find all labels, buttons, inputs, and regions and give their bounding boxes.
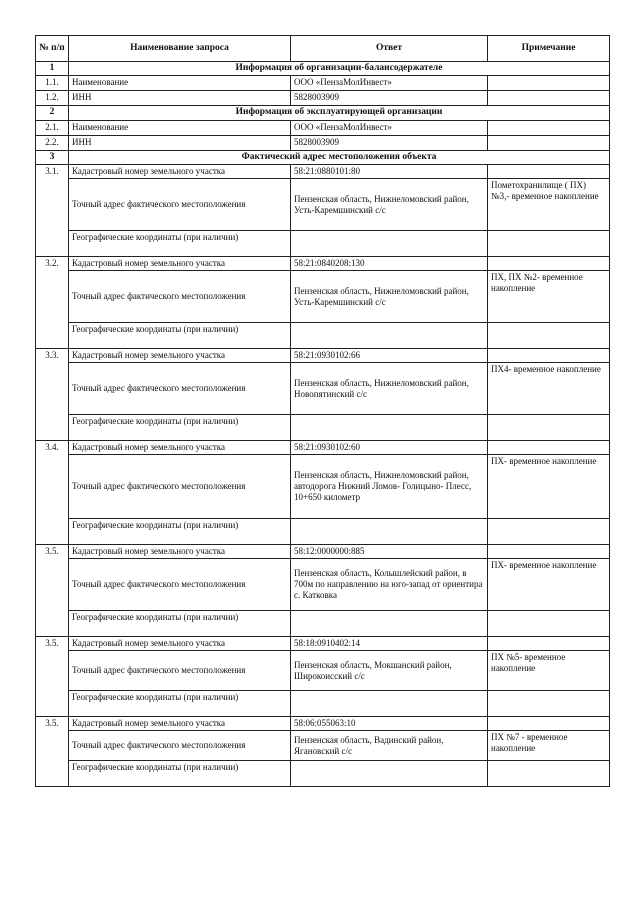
address-label: Точный адрес фактического местоположения <box>69 651 291 691</box>
object-num: 3.1. <box>36 165 69 257</box>
table-row <box>36 76 610 91</box>
coords-label: Географические координаты (при наличии) <box>69 761 291 787</box>
address-value: Пензенская область, Нижнеломовский район, Новопятинский с/с <box>291 363 488 415</box>
object-num: 3.3. <box>36 349 69 441</box>
cadastral-note <box>488 441 610 455</box>
section-num: 2 <box>36 106 69 120</box>
address-label: Точный адрес фактического местоположения <box>69 731 291 761</box>
address-value: Пензенская область, Нижнеломовский район, автодорога Нижний Ломов- Голицыно- Плесс, 10+650 километр <box>291 455 488 519</box>
coords-value <box>291 415 488 441</box>
header-query: Наименование запроса <box>69 36 291 62</box>
coords-value <box>291 519 488 545</box>
cadastral-note <box>488 545 610 559</box>
cadastral-label: Кадастровый номер земельного участка <box>69 637 291 651</box>
table-row <box>36 120 610 135</box>
coords-note <box>488 761 610 787</box>
address-value: Пензенская область, Мокшанский район, Широкоисский с/с <box>291 651 488 691</box>
cadastral-value: 58:21:0930102:60 <box>291 441 488 455</box>
data-table <box>35 35 610 787</box>
row-num: 2.1. <box>36 120 69 135</box>
header-num: № п/п <box>36 36 69 62</box>
object-note: ПХ, ПХ №2- временное накопление <box>488 271 610 323</box>
row-label: Наименование <box>69 120 291 135</box>
row-value: ООО «ПензаМолИнвест» <box>291 120 488 135</box>
object-num: 3.5. <box>36 717 69 787</box>
section-title: Фактический адрес местоположения объекта <box>69 150 610 164</box>
cadastral-value: 58:21:0840208:130 <box>291 257 488 271</box>
coords-value <box>291 691 488 717</box>
section-row <box>36 62 610 76</box>
object-address-row <box>36 363 610 415</box>
address-label: Точный адрес фактического местоположения <box>69 455 291 519</box>
object-note: ПХ №7 - временное накопление <box>488 731 610 761</box>
row-value: 5828003909 <box>291 135 488 150</box>
cadastral-value: 58:21:0930102:66 <box>291 349 488 363</box>
cadastral-note <box>488 257 610 271</box>
object-note: ПХ4- временное накопление <box>488 363 610 415</box>
object-address-row <box>36 455 610 519</box>
row-value: ООО «ПензаМолИнвест» <box>291 76 488 91</box>
address-label: Точный адрес фактического местоположения <box>69 271 291 323</box>
coords-label: Географические координаты (при наличии) <box>69 611 291 637</box>
object-num: 3.4. <box>36 441 69 545</box>
row-note <box>488 120 610 135</box>
header-answer: Ответ <box>291 36 488 62</box>
table-header-row <box>36 36 610 62</box>
object-note: ПХ- временное накопление <box>488 559 610 611</box>
row-num: 2.2. <box>36 135 69 150</box>
row-value: 5828003909 <box>291 91 488 106</box>
cadastral-value: 58:21:0880101:80 <box>291 165 488 179</box>
coords-note <box>488 323 610 349</box>
coords-note <box>488 415 610 441</box>
object-address-row <box>36 651 610 691</box>
object-address-row <box>36 559 610 611</box>
row-note <box>488 76 610 91</box>
section-title: Информация об эксплуатирующей организации <box>69 106 610 120</box>
object-address-row <box>36 731 610 761</box>
object-coords-row <box>36 415 610 441</box>
address-value: Пензенская область, Нижнеломовский район, Усть-Каремшинский с/с <box>291 179 488 231</box>
coords-note <box>488 519 610 545</box>
address-label: Точный адрес фактического местоположения <box>69 559 291 611</box>
object-coords-row <box>36 761 610 787</box>
object-cadastral-row <box>36 257 610 271</box>
row-label: ИНН <box>69 135 291 150</box>
cadastral-label: Кадастровый номер земельного участка <box>69 717 291 731</box>
object-num: 3.2. <box>36 257 69 349</box>
address-label: Точный адрес фактического местоположения <box>69 363 291 415</box>
object-cadastral-row <box>36 717 610 731</box>
coords-label: Географические координаты (при наличии) <box>69 519 291 545</box>
cadastral-value: 58:18:0910402:14 <box>291 637 488 651</box>
cadastral-label: Кадастровый номер земельного участка <box>69 545 291 559</box>
section-row <box>36 106 610 120</box>
row-num: 1.1. <box>36 76 69 91</box>
section-num: 3 <box>36 150 69 164</box>
row-note <box>488 135 610 150</box>
object-num: 3.5. <box>36 545 69 637</box>
row-label: ИНН <box>69 91 291 106</box>
table-row <box>36 135 610 150</box>
section-title: Информация об организации-балансодержателе <box>69 62 610 76</box>
object-num: 3.5. <box>36 637 69 717</box>
object-coords-row <box>36 323 610 349</box>
coords-value <box>291 761 488 787</box>
object-cadastral-row <box>36 165 610 179</box>
table-row <box>36 91 610 106</box>
coords-label: Географические координаты (при наличии) <box>69 231 291 257</box>
row-num: 1.2. <box>36 91 69 106</box>
address-label: Точный адрес фактического местоположения <box>69 179 291 231</box>
coords-label: Географические координаты (при наличии) <box>69 691 291 717</box>
coords-note <box>488 231 610 257</box>
cadastral-label: Кадастровый номер земельного участка <box>69 257 291 271</box>
cadastral-label: Кадастровый номер земельного участка <box>69 349 291 363</box>
coords-label: Географические координаты (при наличии) <box>69 323 291 349</box>
object-coords-row <box>36 691 610 717</box>
object-cadastral-row <box>36 637 610 651</box>
cadastral-label: Кадастровый номер земельного участка <box>69 165 291 179</box>
cadastral-label: Кадастровый номер земельного участка <box>69 441 291 455</box>
object-cadastral-row <box>36 545 610 559</box>
header-note: Примечание <box>488 36 610 62</box>
cadastral-value: 58:06:055063:10 <box>291 717 488 731</box>
coords-value <box>291 231 488 257</box>
object-address-row <box>36 271 610 323</box>
section-num: 1 <box>36 62 69 76</box>
cadastral-note <box>488 637 610 651</box>
cadastral-note <box>488 165 610 179</box>
object-note: Пометохранилище ( ПХ) №3,- временное накопление <box>488 179 610 231</box>
object-note: ПХ- временное накопление <box>488 455 610 519</box>
coords-value <box>291 323 488 349</box>
address-value: Пензенская область, Нижнеломовский район, Усть-Каремшинский с/с <box>291 271 488 323</box>
object-coords-row <box>36 611 610 637</box>
object-coords-row <box>36 231 610 257</box>
object-cadastral-row <box>36 441 610 455</box>
object-address-row <box>36 179 610 231</box>
coords-value <box>291 611 488 637</box>
coords-note <box>488 611 610 637</box>
cadastral-note <box>488 717 610 731</box>
coords-label: Географические координаты (при наличии) <box>69 415 291 441</box>
row-label: Наименование <box>69 76 291 91</box>
cadastral-value: 58:12:0000000:885 <box>291 545 488 559</box>
row-note <box>488 91 610 106</box>
object-cadastral-row <box>36 349 610 363</box>
cadastral-note <box>488 349 610 363</box>
section-row <box>36 150 610 164</box>
object-coords-row <box>36 519 610 545</box>
object-note: ПХ №5- временное накопление <box>488 651 610 691</box>
address-value: Пензенская область, Колышлейский район, в 700м по направлению на юго-запад от ориентира с. Катковка <box>291 559 488 611</box>
address-value: Пензенская область, Вадинский район, Ягановский с/с <box>291 731 488 761</box>
coords-note <box>488 691 610 717</box>
